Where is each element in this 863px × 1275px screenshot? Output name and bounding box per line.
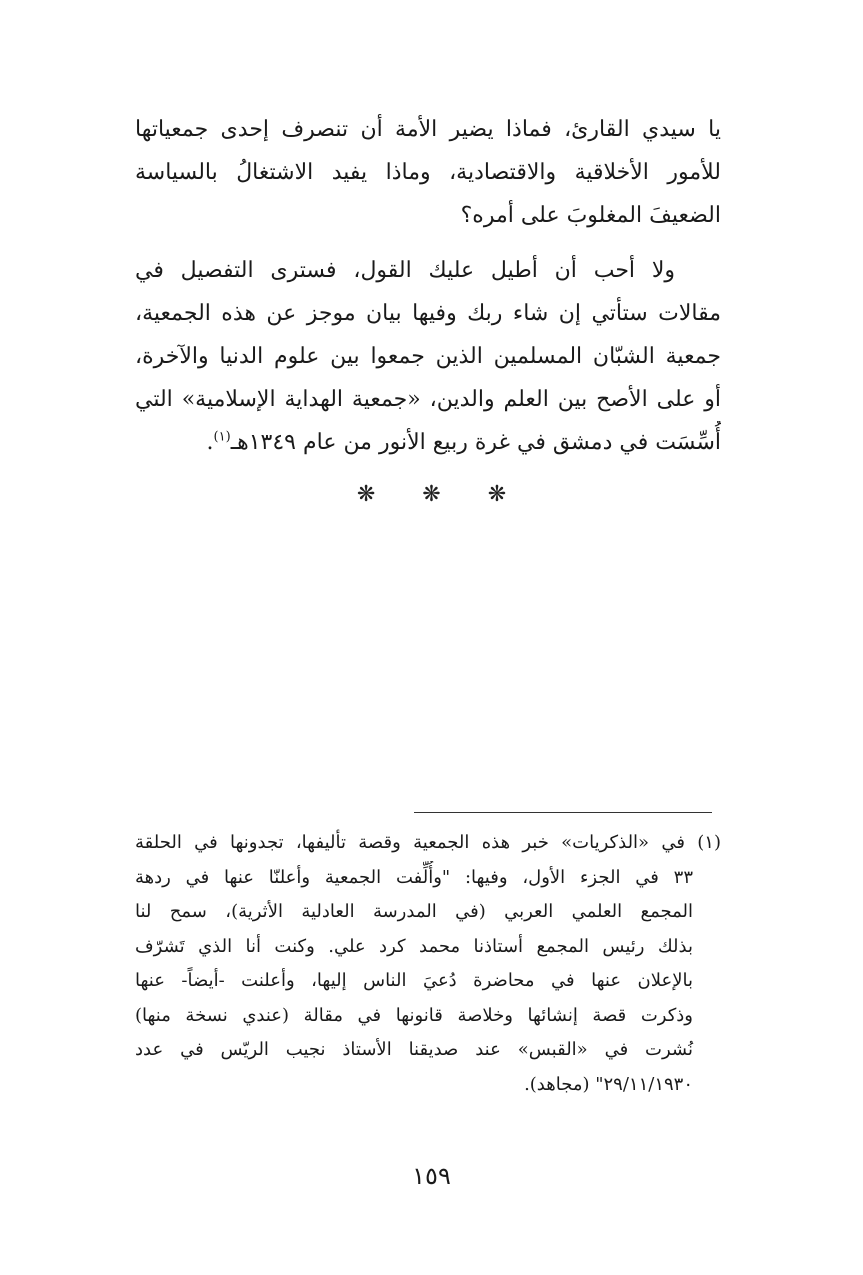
footnote-divider [414, 812, 712, 813]
text-line-with-footnote [135, 421, 721, 464]
footnote-line: بذلك رئيس المجمع أستاذنا محمد كرد علي. وكنت أنا الذي تَشرّف [135, 935, 693, 957]
text-line: مقالات ستأتي إن شاء ربك وفيها بيان موجز عن هذه الجمعية، [135, 301, 721, 326]
text-line: جمعية الشبّان المسلمين الذين جمعوا بين علوم الدنيا والآخرة، [135, 344, 721, 369]
footnote [135, 826, 721, 1102]
footnote-line: (١) في «الذكريات» خبر هذه الجمعية وقصة تأليفها، تجدونها في الحلقة [135, 832, 721, 853]
text-line-content: أُسِّسَت في دمشق في غرة ربيع الأنور من عام ١٣٤٩هـ [230, 430, 721, 455]
section-separator [0, 482, 863, 507]
footnote-line: ٢٩/١١/١٩٣٠" (مجاهد). [524, 1073, 693, 1095]
footnote-line: نُشرت في «القبس» عند صديقنا الأستاذ نجيب الريّس في عدد [135, 1039, 693, 1060]
footnote-line: ٣٣ في الجزء الأول، وفيها: "وأُلِّفت الجمعية وأعلنّا عنها في ردهة [135, 866, 693, 888]
paragraph-2 [135, 249, 721, 464]
footnote-line: المجمع العلمي العربي (في المدرسة العادلية الأثرية)، سمح لنا [135, 901, 693, 922]
footnote-line: وذكرت قصة إنشائها وخلاصة قانونها في مقالة (عندي نسخة منها) [135, 1004, 693, 1026]
asterism-icon: ❋ ❋ ❋ [356, 482, 527, 507]
text-line: للأمور الأخلاقية والاقتصادية، وماذا يفيد الاشتغالُ بالسياسة [135, 160, 721, 185]
text-line: أو على الأصح بين العلم والدين، «جمعية الهداية الإسلامية» التي [135, 387, 721, 412]
main-text [135, 108, 721, 476]
paragraph-1 [135, 108, 721, 237]
text-line: الضعيفَ المغلوبَ على أمره؟ [460, 203, 721, 228]
footnote-line: بالإعلان عنها في محاضرة دُعيَ الناس إليها، وأعلنت -أيضاً- عنها [135, 970, 693, 991]
footnote-reference[interactable]: (١) [213, 429, 231, 445]
text-line: ولا أحب أن أطيل عليك القول، فسترى التفصيل في [135, 258, 675, 283]
text-line: يا سيدي القارئ، فماذا يضير الأمة أن تنصرف إحدى جمعياتها [135, 117, 721, 142]
page-number: ١٥٩ [412, 1162, 451, 1190]
end-punctuation: . [206, 430, 214, 455]
